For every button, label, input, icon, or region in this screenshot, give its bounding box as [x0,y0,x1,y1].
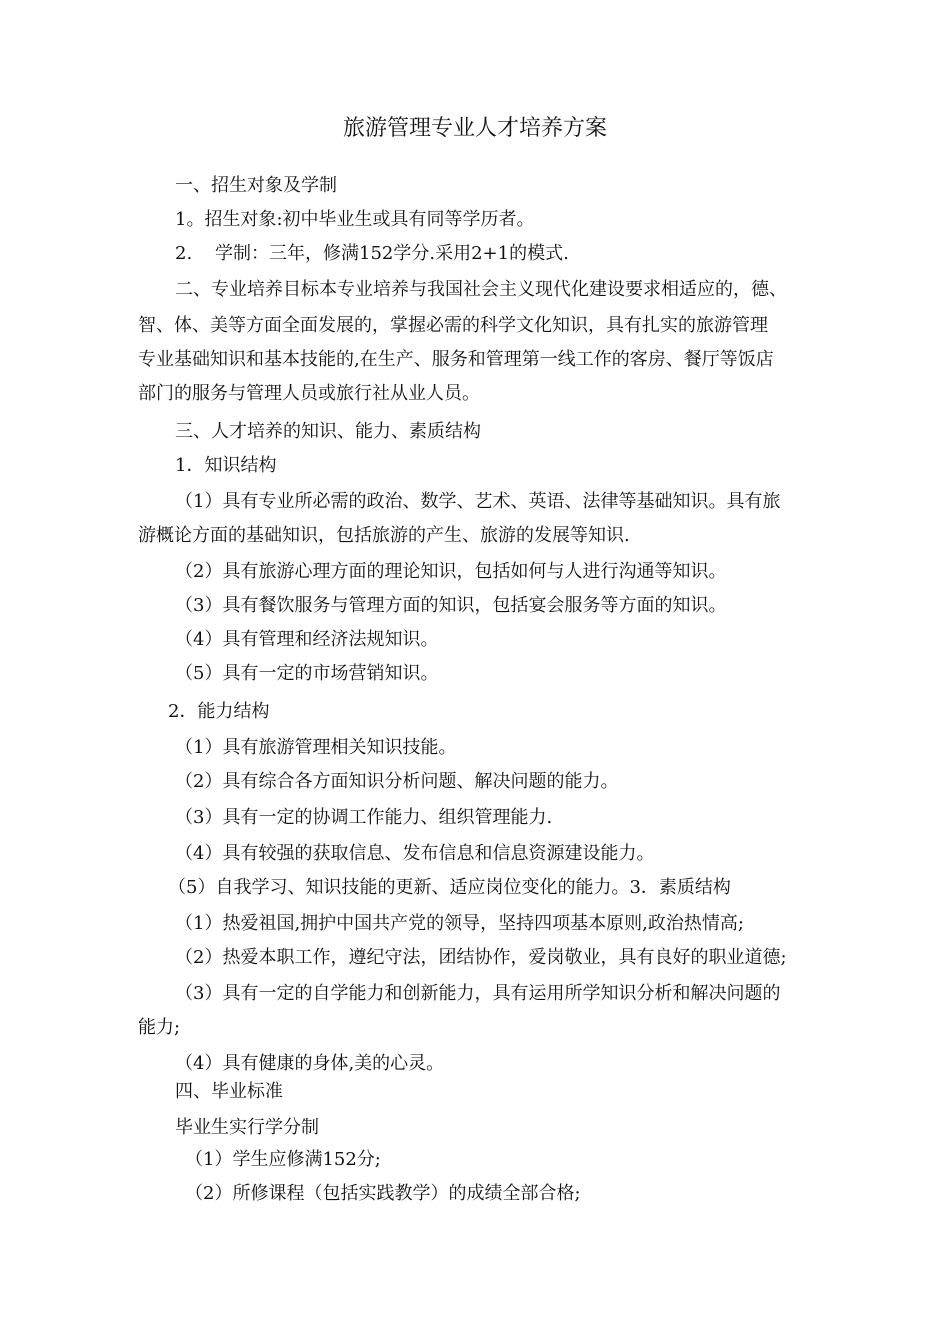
knowledge-item5: （5）具有一定的市场营销知识。 [175,663,439,684]
section1-heading: 一、招生对象及学制 [175,175,337,196]
document-title: 旅游管理专业人才培养方案 [342,116,607,141]
knowledge-heading: 1．知识结构 [175,455,277,476]
knowledge-item4: （4）具有管理和经济法规知识。 [175,629,439,650]
knowledge-item1-line1: （1）具有专业所必需的政治、数学、艺术、英语、法律等基础知识。具有旅 [175,491,781,512]
section2-line4: 部门的服务与管理人员或旅行社从业人员。 [138,383,480,404]
section1-item2-number: 2. [175,243,193,264]
ability-item4: （4）具有较强的获取信息、发布信息和信息资源建设能力。 [175,843,655,864]
ability-item2: （2）具有综合各方面知识分析问题、解决问题的能力。 [175,771,619,792]
section1-item2-text: 学制：三年，修满152学分.采用2+1的模式. [215,243,569,264]
section2-line3: 专业基础知识和基本技能的,在生产、服务和管理第一线工作的客房、餐厅等饭店 [138,349,774,370]
ability-heading: 2．能力结构 [168,701,270,722]
ability-item5: （5）自我学习、知识技能的更新、适应岗位变化的能力。3．素质结构 [168,877,731,898]
graduation-intro: 毕业生实行学分制 [175,1117,319,1138]
knowledge-item2: （2）具有旅游心理方面的理论知识，包括如何与人进行沟通等知识。 [175,561,727,582]
quality-item3-line2: 能力; [138,1017,181,1038]
section4-heading: 四、毕业标准 [175,1081,283,1102]
quality-item2: （2）热爱本职工作，遵纪守法，团结协作，爱岗敬业，具有良好的职业道德; [175,947,787,968]
knowledge-item1-line2: 游概论方面的基础知识，包括旅游的产生、旅游的发展等知识. [138,525,630,546]
section2-line2: 智、体、美等方面全面发展的，掌握必需的科学文化知识，具有扎实的旅游管理 [138,315,768,336]
quality-item4: （4）具有健康的身体,美的心灵。 [175,1053,445,1074]
section2-line1: 二、专业培养目标本专业培养与我国社会主义现代化建设要求相适应的，德、 [175,279,787,300]
quality-item1: （1）热爱祖国,拥护中国共产党的领导，坚持四项基本原则,政治热情高; [175,913,744,934]
ability-item3: （3）具有一定的协调工作能力、组织管理能力. [175,807,553,828]
graduation-item1: （1）学生应修满152分; [185,1149,381,1170]
section1-item1: 1。招生对象:初中毕业生或具有同等学历者。 [175,209,535,230]
ability-item1: （1）具有旅游管理相关知识技能。 [175,737,457,758]
section3-heading: 三、人才培养的知识、能力、素质结构 [175,421,481,442]
knowledge-item3: （3）具有餐饮服务与管理方面的知识，包括宴会服务等方面的知识。 [175,595,727,616]
graduation-item2: （2）所修课程（包括实践教学）的成绩全部合格; [185,1183,581,1204]
quality-item3-line1: （3）具有一定的自学能力和创新能力，具有运用所学知识分析和解决问题的 [175,983,781,1004]
